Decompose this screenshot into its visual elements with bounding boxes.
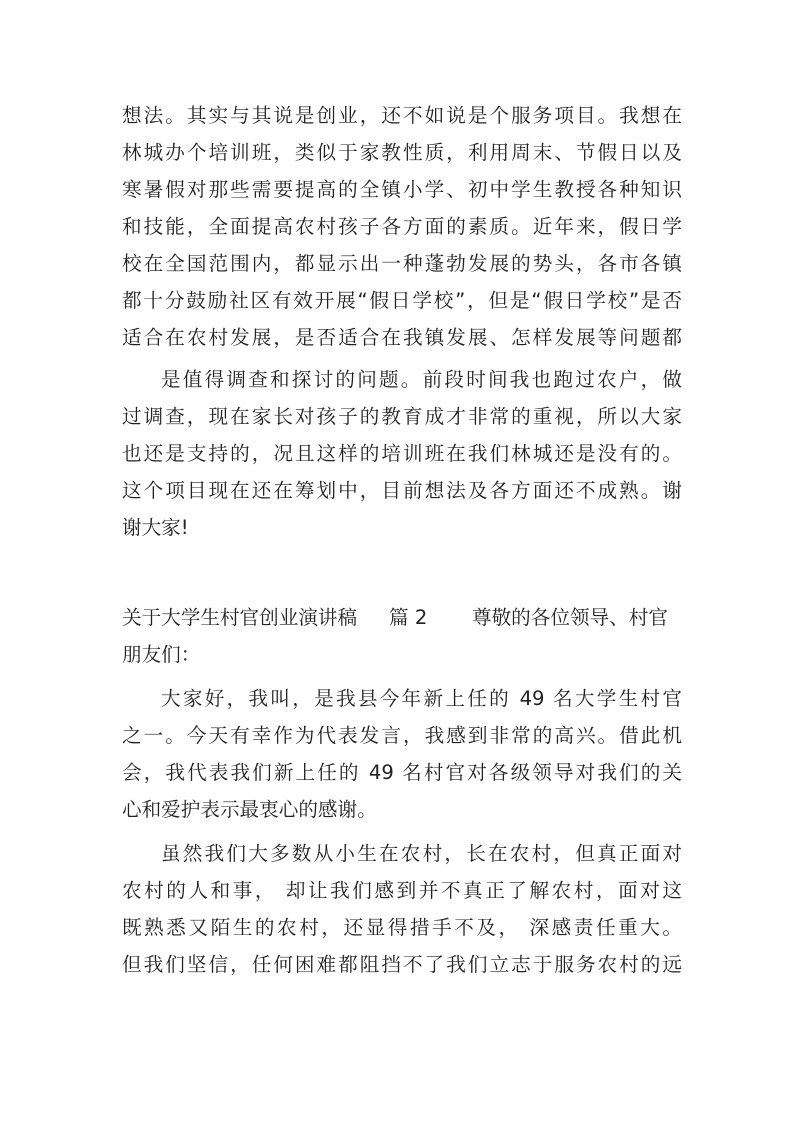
text-line: 林城办个培训班，类似于家教性质，利用周末、节假日以及 — [122, 141, 682, 164]
salutation: 尊敬的各位领导、村官 — [472, 606, 668, 629]
text-line: 适合在农村发展，是否适合在我镇发展、怎样发展等问题都 — [122, 326, 682, 349]
article-number: 篇 2 — [389, 606, 428, 629]
text-line: 会，我代表我们新上任的 49 名村官对各级领导对我们的关 — [122, 761, 682, 784]
text-line: 这个项目现在还在筹划中，目前想法及各方面还不成熟。谢 — [122, 479, 682, 502]
text-line: 农村的人和事， 却让我们感到并不真正了解农村，面对这 — [122, 879, 682, 902]
salutation-continued: 朋友们： — [122, 643, 201, 666]
text-line: 校在全国范围内，都显示出一种蓬勃发展的势头，各市各镇 — [122, 252, 682, 275]
text-line: 谢大家! — [122, 516, 189, 539]
text-line: 都十分鼓励社区有效开展“假日学校”，但是“假日学校”是否 — [122, 289, 682, 312]
paragraph-first-line: 大家好，我叫，是我县今年新上任的 49 名大学生村官 — [161, 687, 682, 710]
text-line: 想法。其实与其说是创业，还不如说是个服务项目。我想在 — [122, 104, 682, 127]
text-line: 心和爱护表示最衷心的感谢。 — [122, 798, 377, 821]
text-line: 寒暑假对那些需要提高的全镇小学、初中学生教授各种知识 — [122, 178, 682, 201]
text-line: 过调查，现在家长对孩子的教育成才非常的重视，所以大家 — [122, 405, 682, 428]
text-line: 之一。今天有幸作为代表发言，我感到非常的高兴。借此机 — [122, 724, 682, 747]
text-line: 和技能，全面提高农村孩子各方面的素质。近年来，假日学 — [122, 215, 682, 238]
article-title: 关于大学生村官创业演讲稿 — [122, 606, 358, 629]
paragraph-first-line: 虽然我们大多数从小生在农村，长在农村，但真正面对 — [161, 842, 682, 865]
paragraph-first-line: 是值得调查和探讨的问题。前段时间我也跑过农户，做 — [161, 368, 682, 391]
text-line: 也还是支持的，况且这样的培训班在我们林城还是没有的。 — [122, 442, 682, 465]
text-line: 既熟悉又陌生的农村，还显得措手不及， 深感责任重大。 — [122, 916, 682, 939]
text-line: 但我们坚信，任何困难都阻挡不了我们立志于服务农村的远 — [122, 953, 682, 976]
